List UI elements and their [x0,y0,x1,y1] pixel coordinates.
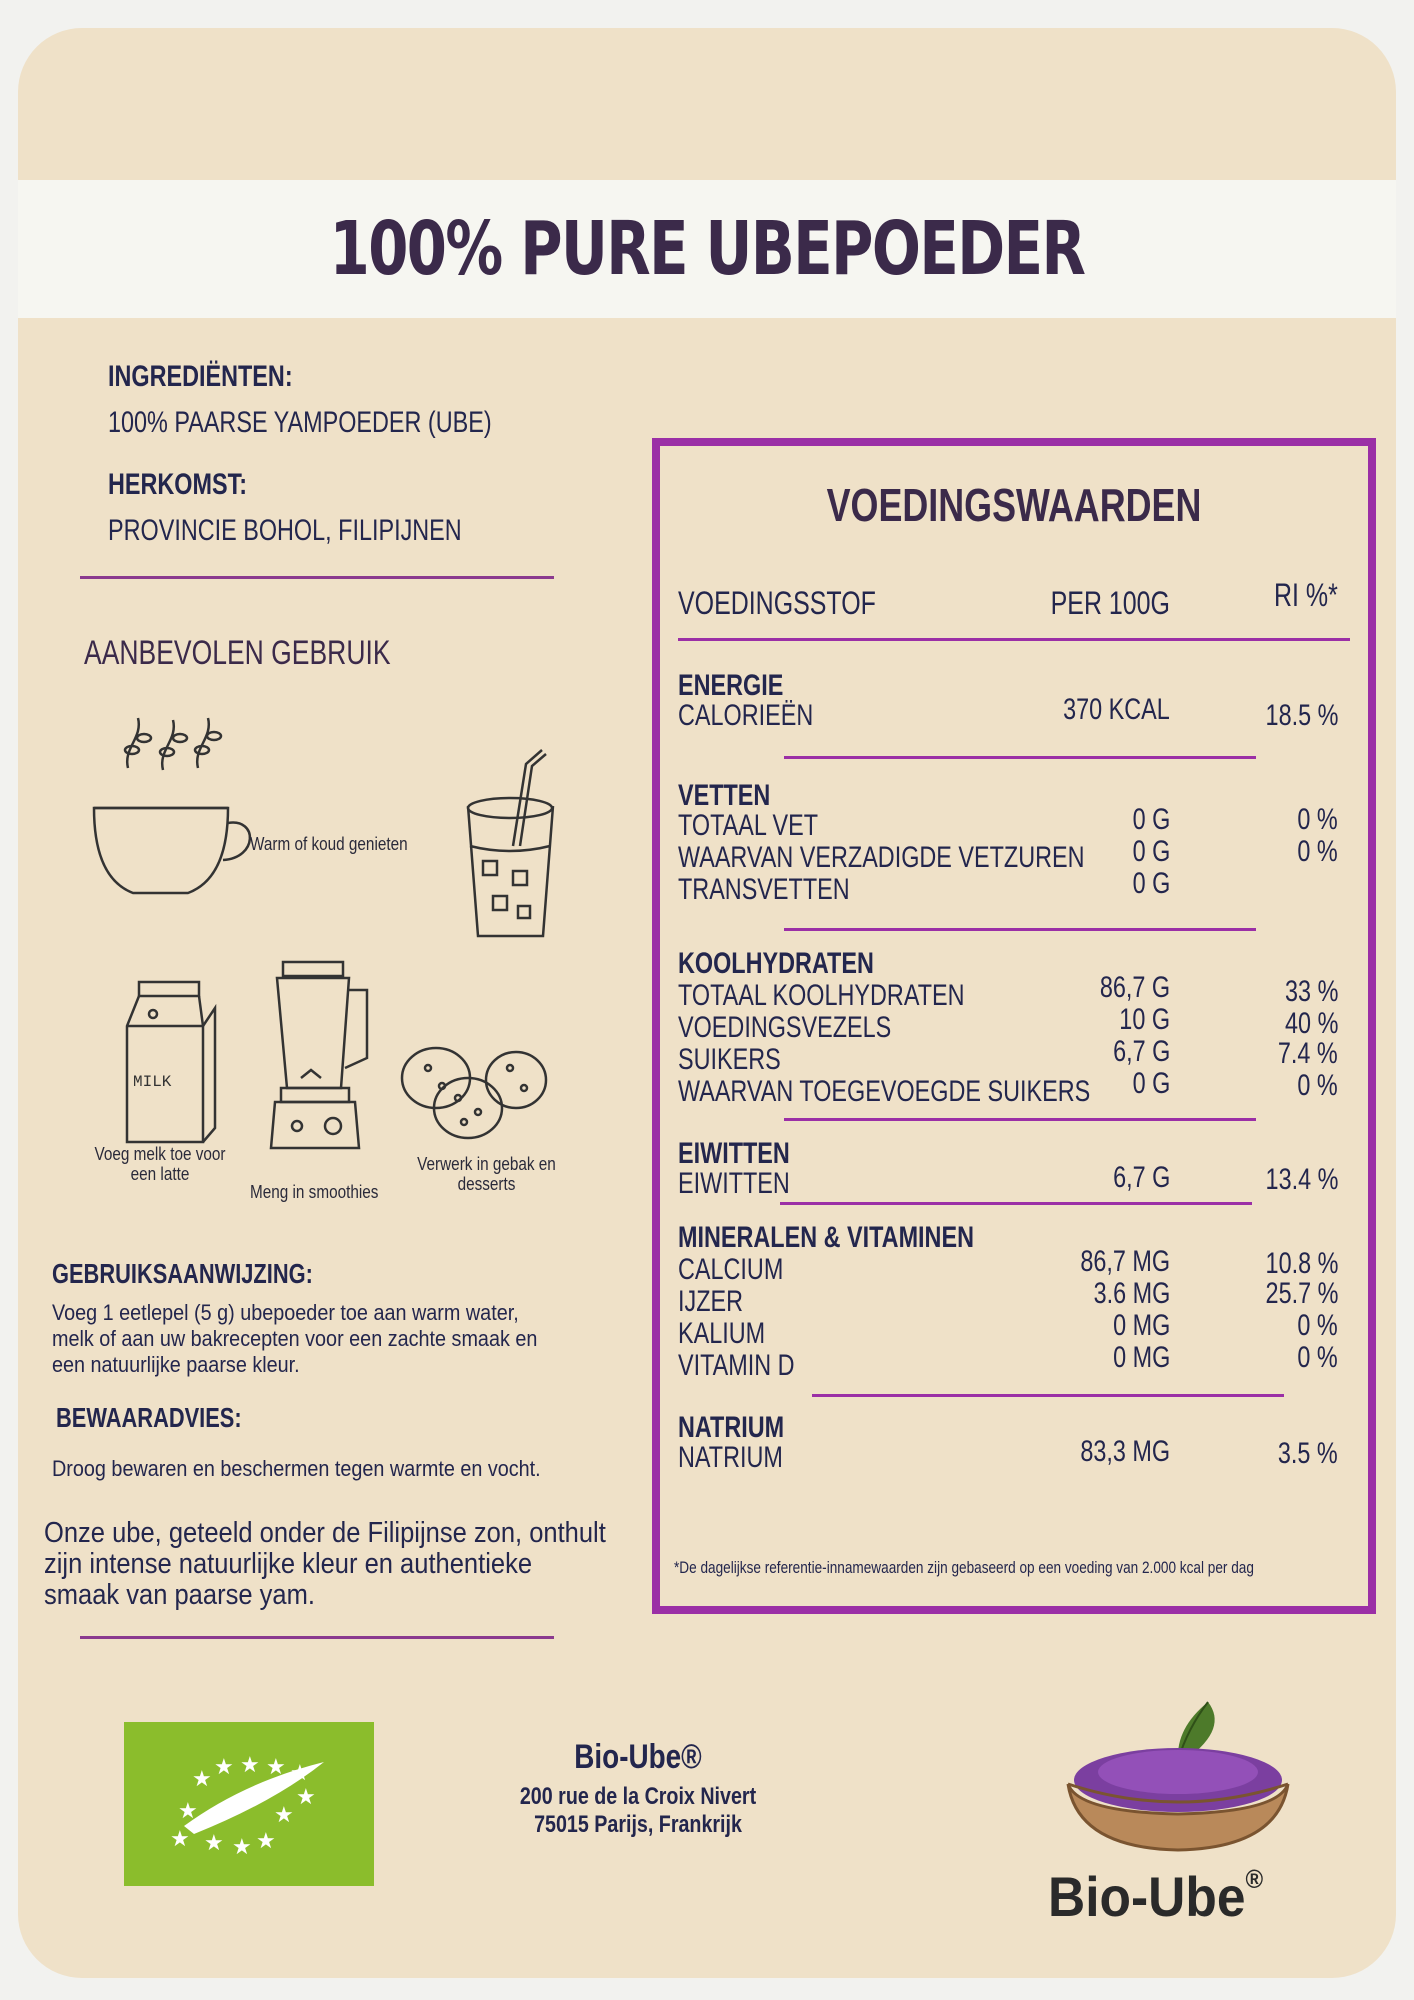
nutrition-header-nutrient: VOEDINGSSTOF [678,585,876,621]
nutrient-ri: 10.8 % [1265,1247,1338,1280]
storage-label: BEWAARADVIES: [56,1402,242,1433]
nutrition-header-divider [678,638,1350,641]
nutrient-label: EIWITTEN [678,1167,790,1200]
nutrient-value: 86,7 MG [1080,1245,1170,1278]
svg-text:★: ★ [214,1755,234,1780]
usage-caption-bakery: Verwerk in gebak en desserts [417,1154,556,1194]
company-address [438,1738,838,1839]
origin-value: PROVINCIE BOHOL, FILIPIJNEN [108,514,462,547]
nutrient-value: 0 G [1132,803,1170,836]
divider-bottom [80,1636,554,1639]
nutrition-panel [652,438,1376,1614]
group-mineralen: MINERALEN & VITAMINEN [678,1221,974,1254]
ingredients-value: 100% PAARSE YAMPOEDER (UBE) [108,406,492,439]
group-natrium: NATRIUM [678,1411,785,1444]
page-title: 100% PURE UBEPOEDER [329,206,1085,292]
instructions-text: Voeg 1 eetlepel (5 g) ubepoeder toe aan warm water, melk of aan uw bakrecepten voor een zachte smaak en een natuurlijke paarse kleur. [52,1300,538,1377]
nutrient-ri: 25.7 % [1265,1277,1338,1310]
brand-logo-text: Bio-Ube [1048,1865,1246,1928]
nutrient-label: TOTAAL VET [678,809,819,842]
nutrient-ri: 33 % [1284,975,1338,1008]
group-divider [780,1202,1252,1205]
nutrient-value: 0 G [1132,867,1170,900]
nutrient-ri: 0 % [1297,803,1338,836]
nutrition-header-ri: RI %* [1274,577,1338,613]
nutrient-label: VITAMIN D [678,1349,795,1382]
nutrient-value: 86,7 G [1099,971,1170,1004]
nutrient-value: 0 G [1132,835,1170,868]
nutrient-label: IJZER [678,1285,744,1318]
nutrient-ri: 0 % [1297,1309,1338,1342]
cookies-icon [398,1038,548,1148]
nutrition-footnote: *De dagelijkse referentie-innamewaarden zijn gebaseerd op een voeding van 2.000 kcal per dag [674,1558,1254,1577]
company-street: 200 rue de la Croix Nivert [519,1783,757,1810]
nutrient-ri: 0 % [1297,1069,1338,1102]
nutrient-value: 0 MG [1112,1309,1170,1342]
group-energie: ENERGIE [678,669,784,702]
nutrient-label: KALIUM [678,1317,766,1350]
group-divider [812,1394,1284,1397]
nutrient-ri: 3.5 % [1278,1437,1338,1470]
divider [80,576,554,579]
tagline: Onze ube, geteeld onder de Filipijnse zon, onthult zijn intense natuurlijke kleur en authentieke smaak van paarse yam. [44,1517,606,1611]
svg-text:★: ★ [232,1835,252,1860]
nutrient-value: 0 G [1132,1067,1170,1100]
nutrient-ri: 0 % [1297,1341,1338,1374]
milk-carton-icon [123,978,223,1148]
title-band [18,180,1396,318]
ingredients-label: INGREDIËNTEN: [108,360,293,393]
group-divider [784,1118,1256,1121]
nutrient-ri: 7.4 % [1278,1037,1338,1070]
nutrient-ri: 0 % [1297,835,1338,868]
group-divider [784,756,1256,759]
nutrient-ri: 18.5 % [1265,699,1338,732]
nutrient-value: 3.6 MG [1093,1277,1170,1310]
blender-icon [263,958,383,1158]
milk-carton-label: MILK [133,1073,172,1091]
nutrient-value: 6,7 G [1112,1035,1170,1068]
usage-caption-smoothies: Meng in smoothies [250,1182,379,1202]
svg-text:★: ★ [256,1829,276,1854]
group-koolhydraten: KOOLHYDRATEN [678,947,874,980]
nutrient-label: TOTAAL KOOLHYDRATEN [678,979,965,1012]
nutrient-label: VOEDINGSVEZELS [678,1011,892,1044]
usage-heading: AANBEVOLEN GEBRUIK [84,634,391,672]
nutrient-label: WAARVAN TOEGEVOEGDE SUIKERS [678,1075,1091,1108]
svg-text:★: ★ [296,1785,316,1810]
nutrient-value: 83,3 MG [1080,1435,1170,1468]
eu-organic-logo [124,1722,374,1886]
svg-text:★: ★ [192,1767,212,1792]
usage-caption-milk: Voeg melk toe voor een latte [94,1144,226,1184]
company-city: 75015 Parijs, Frankrijk [534,1811,742,1838]
usage-caption-warm: Warm of koud genieten [250,834,408,854]
nutrient-value: 0 MG [1112,1341,1170,1374]
instructions-label: GEBRUIKSAANWIJZING: [52,1258,313,1289]
svg-text:★: ★ [204,1831,224,1856]
brand-logo-registered: ® [1245,1864,1264,1894]
nutrient-label: SUIKERS [678,1043,781,1076]
nutrient-label: TRANSVETTEN [678,873,850,906]
nutrient-ri: 13.4 % [1265,1163,1338,1196]
nutrient-label: CALORIEËN [678,699,814,732]
nutrient-label: WAARVAN VERZADIGDE VETZUREN [678,841,1085,874]
svg-text:★: ★ [266,1755,286,1780]
nutrient-value: 10 G [1119,1003,1170,1036]
group-vetten: VETTEN [678,779,771,812]
nutrient-ri: 40 % [1284,1007,1338,1040]
ube-bowl-icon [1028,1688,1328,1858]
company-name: Bio-Ube® [574,1738,702,1776]
nutrition-title: VOEDINGSWAARDEN [826,479,1202,531]
nutrient-value: 370 KCAL [1063,693,1170,726]
group-eiwitten: EIWITTEN [678,1137,790,1170]
group-divider [784,928,1256,931]
eu-leaf-stars-icon [124,1722,374,1886]
svg-text:★: ★ [274,1803,294,1828]
svg-text:★: ★ [170,1827,190,1852]
brand-logo [1028,1688,1328,1938]
nutrition-header-per: PER 100G [1050,585,1170,621]
nutrient-label: CALCIUM [678,1253,784,1286]
product-label-card [18,28,1396,1978]
svg-text:★: ★ [178,1799,198,1824]
nutrient-value: 6,7 G [1112,1161,1170,1194]
origin-label: HERKOMST: [108,468,248,501]
storage-text: Droog bewaren en beschermen tegen warmte en vocht. [52,1456,541,1481]
nutrient-label: NATRIUM [678,1441,783,1474]
cup-icon [88,708,258,908]
iced-glass-icon [458,746,568,946]
svg-text:★: ★ [240,1753,260,1778]
